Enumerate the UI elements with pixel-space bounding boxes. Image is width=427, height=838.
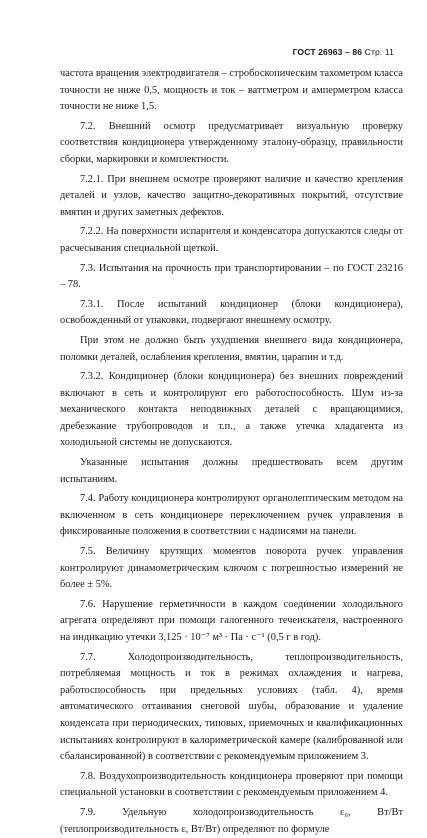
paragraph-7-9: 7.9. Удельную холодопроизводительность ε₀, Вт/Вт (теплопроизводительность ε, Вт/Вт) определяют по формуле	[60, 806, 403, 835]
paragraph-7-2-1: 7.2.1. При внешнем осмотре проверяют наличие и качество крепления деталей и узлов, качество защитно-декоративных покрытий, отсутствие вмятин и других заметных дефектов.	[60, 173, 403, 218]
paragraph-7-3-2: 7.3.2. Кондиционер (блоки кондиционера) без внешних повреждений включают в сеть и контролируют его работоспособность. Шум из-за механического контакта неподвижных деталей с вращающимися, дребезжание трубопроводов и т.п., а также утечка хладагента из холодильной системы не допускаются.	[60, 371, 403, 449]
paragraph-7-6: 7.6. Нарушение герметичности в каждом соединении холодильного агрегата определяют при помощи галогенного течеискателя, настроенного на индикацию утечки 3,125 · 10⁻⁷ м³ · Па · с⁻¹ (0,5 г в год).	[60, 598, 403, 643]
paragraph-7-8: 7.8. Воздухопроизводительность кондиционера проверяют при помощи специальной установки в соответствии с рекомендуемым приложением 4.	[60, 770, 403, 799]
paragraph-continuation: частота вращения электродвигателя – стробоскопическим тахометром класса точности не ниже 0,5, мощность и ток – ваттметром и амперметром класса точности не ниже 1,5.	[60, 68, 403, 113]
paragraph-precedence-note: Указанные испытания должны предшествовать всем другим испытаниям.	[60, 457, 403, 485]
page-header	[293, 47, 394, 57]
paragraph-7-3-1-note: При этом не должно быть ухудшения внешнего вида кондиционера, поломки деталей, ослабления крепления, вмятин, царапин и т.д.	[60, 334, 403, 363]
header-page-number: Стр. 11	[364, 47, 394, 57]
paragraph-7-5: 7.5. Величину крутящих моментов поворота ручек управления контролируют динамометрическим ключом с погрешностью измерений не более ± 5%.	[60, 546, 403, 591]
header-doc-number: ГОСТ 26963 – 86	[292, 47, 363, 57]
paragraph-7-2-2: 7.2.2. На поверхности испарителя и конденсатора допускаются следы от расчесывания специальной щеткой.	[60, 226, 403, 254]
paragraph-7-3-1: 7.3.1. После испытаний кондиционер (блоки кондиционера), освобожденный от упаковки, подвергают внешнему осмотру.	[60, 298, 403, 327]
paragraph-7-7: 7.7. Холодопроизводительность, теплопроизводительность, потребляемая мощность и ток в режимах охлаждения и нагрева, работоспособность при предельных условиях (табл. 4), время автоматического оттаивания снеговой шубы, образование и удаление конденсата при периодических, типовых, приемочных и квалификационных испытаниях контролируют в калориметрической камере (калиброванной или сбалансированной) в соответствии с рекомендуемым приложением 3.	[60, 651, 403, 763]
paragraph-7-4: 7.4. Работу кондиционера контролируют органолептическим методом на включенном в сеть кондиционере переключением ручек управления в фиксированные положения в соответствии с надписями на панели.	[60, 493, 403, 538]
paragraph-7-3: 7.3. Испытания на прочность при транспортировании – по ГОСТ 23216 – 78.	[60, 262, 403, 291]
paragraph-7-2: 7.2. Внешний осмотр предусматривает визуальную проверку соответствия кондиционера утвержденному эталону-образцу, правильности сборки, маркировки и комплектности.	[60, 120, 403, 165]
document-body	[60, 66, 403, 838]
